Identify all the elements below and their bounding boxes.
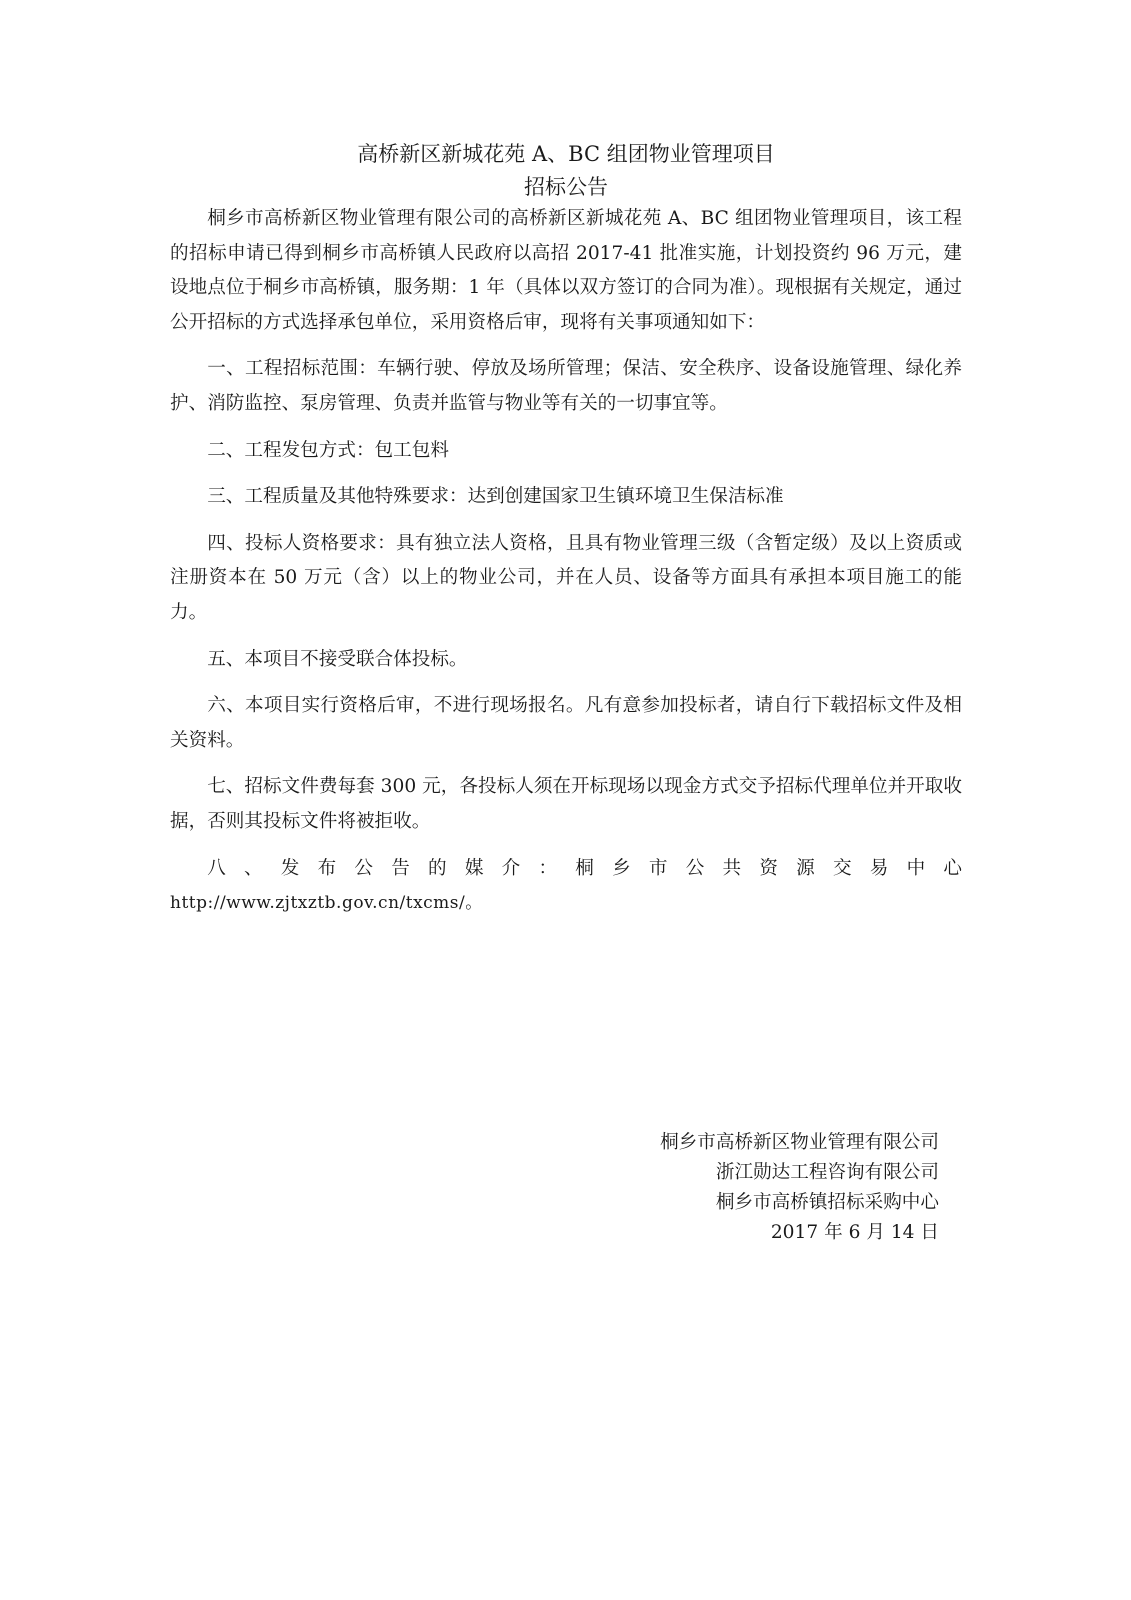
- document-body: [170, 202, 962, 920]
- signature-org-procurement-center: 桐乡市高桥镇招标采购中心: [715, 1192, 939, 1213]
- item-post-qualification: 六、本项目实行资格后审，不进行现场报名。凡有意参加投标者，请自行下载招标文件及相关资料。: [170, 695, 962, 751]
- document-title: [170, 138, 962, 204]
- item-contract-method: 二、工程发包方式：包工包料: [207, 439, 449, 461]
- signature-date: 2017 年 6 月 14 日: [770, 1222, 939, 1243]
- item-scope: 一、工程招标范围：车辆行驶、停放及场所管理；保洁、安全秩序、设备设施管理、绿化养护、消防监控、泵房管理、负责并监管与物业等有关的一切事宜等。: [170, 358, 962, 414]
- item-document-fee: 七、招标文件费每套 300 元，各投标人须在开标现场以现金方式交予招标代理单位并开取收据，否则其投标文件将被拒收。: [170, 776, 962, 832]
- item-bidder-qualifications: 四、投标人资格要求：具有独立法人资格，且具有物业管理三级（含暂定级）及以上资质或注册资本在 50 万元（含）以上的物业公司，并在人员、设备等方面具有承担本项目施工的能力。: [170, 532, 962, 623]
- item-no-consortium: 五、本项目不接受联合体投标。: [207, 648, 468, 670]
- publication-url[interactable]: http://www.zjtxztb.gov.cn/txcms/。: [170, 893, 483, 914]
- item-publication-media: 八、发布公告的媒介：桐乡市公共资源交易中心: [207, 857, 962, 879]
- title-line-project: 高桥新区新城花苑 A、BC 组团物业管理项目: [357, 142, 775, 166]
- title-line-announcement: 招标公告: [524, 175, 608, 199]
- item-quality-requirements: 三、工程质量及其他特殊要求：达到创建国家卫生镇环境卫生保洁标准: [207, 486, 784, 508]
- intro-paragraph: 桐乡市高桥新区物业管理有限公司的高桥新区新城花苑 A、BC 组团物业管理项目，该工程的招标申请已得到桐乡市高桥镇人民政府以高招 2017-41 批准实施，计划投资约 96 万元，建设地点位于桐乡市高桥镇，服务期：1 年（具体以双方签订的合同为准）。现根据有关规定，通过公开招标的方式选择承包单位，采用资格后审，现将有关事项通知如下：: [170, 208, 962, 333]
- signature-org-consulting: 浙江勋达工程咨询有限公司: [715, 1162, 939, 1183]
- signature-block: [660, 1128, 939, 1248]
- signature-org-property-company: 桐乡市高桥新区物业管理有限公司: [660, 1132, 939, 1153]
